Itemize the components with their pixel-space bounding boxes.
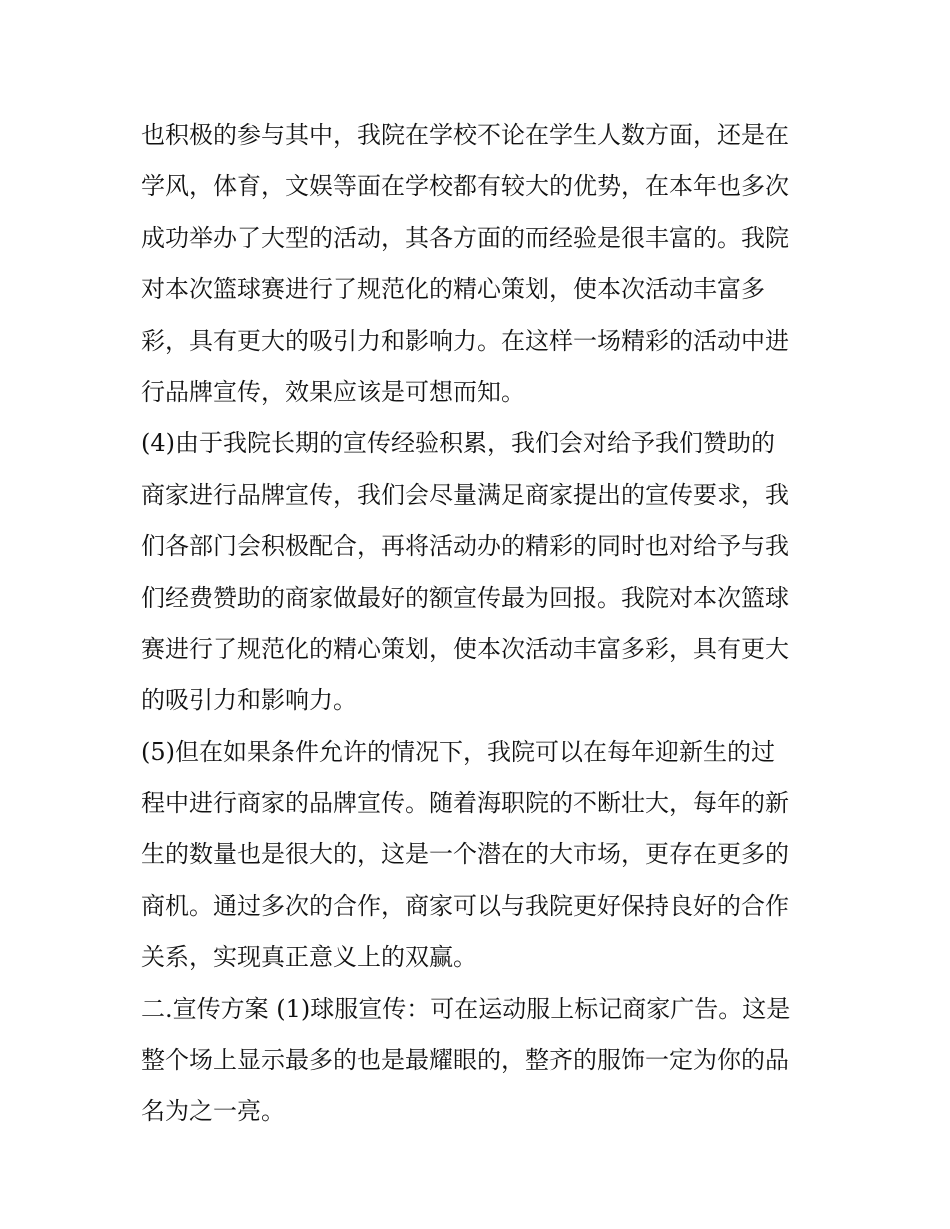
text-line: 程中进行商家的品牌宣传。随着海职院的不断壮大，每年的新 (141, 789, 789, 818)
text-line: 们各部门会积极配合，再将活动办的精彩的同时也对给予与我 (141, 532, 789, 561)
text-line: 关系，实现真正意义上的双赢。 (141, 943, 477, 972)
document-body-text (141, 110, 821, 1138)
text-line: (4)由于我院长期的宣传经验积累，我们会对给予我们赞助的 (141, 429, 775, 458)
text-line: 们经费赞助的商家做最好的额宣传最为回报。我院对本次篮球 (141, 583, 789, 612)
text-line: 生的数量也是很大的，这是一个潜在的大市场，更存在更多的 (141, 840, 789, 869)
text-line: 整个场上显示最多的也是最耀眼的，整齐的服饰一定为你的品 (141, 1046, 789, 1075)
text-line: 名为之一亮。 (141, 1097, 285, 1126)
text-line: 商家进行品牌宣传，我们会尽量满足商家提出的宣传要求，我 (141, 480, 789, 509)
text-line: 彩，具有更大的吸引力和影响力。在这样一场精彩的活动中进 (141, 326, 789, 355)
text-line: 行品牌宣传，效果应该是可想而知。 (141, 377, 525, 406)
text-line: 学风，体育，文娱等面在学校都有较大的优势，在本年也多次 (141, 172, 789, 201)
text-line: 也积极的参与其中，我院在学校不论在学生人数方面，还是在 (141, 121, 789, 149)
text-line: 的吸引力和影响力。 (141, 686, 357, 715)
text-line: 成功举办了大型的活动，其各方面的而经验是很丰富的。我院 (141, 223, 789, 252)
text-line: 商机。通过多次的合作，商家可以与我院更好保持良好的合作 (141, 891, 789, 920)
text-line: 赛进行了规范化的精心策划，使本次活动丰富多彩，具有更大 (141, 634, 789, 663)
text-line: 对本次篮球赛进行了规范化的精心策划，使本次活动丰富多 (141, 275, 765, 304)
text-line: 二.宣传方案 (1)球服宣传：可在运动服上标记商家广告。这是 (141, 994, 791, 1023)
text-line: (5)但在如果条件允许的情况下，我院可以在每年迎新生的过 (141, 737, 775, 766)
